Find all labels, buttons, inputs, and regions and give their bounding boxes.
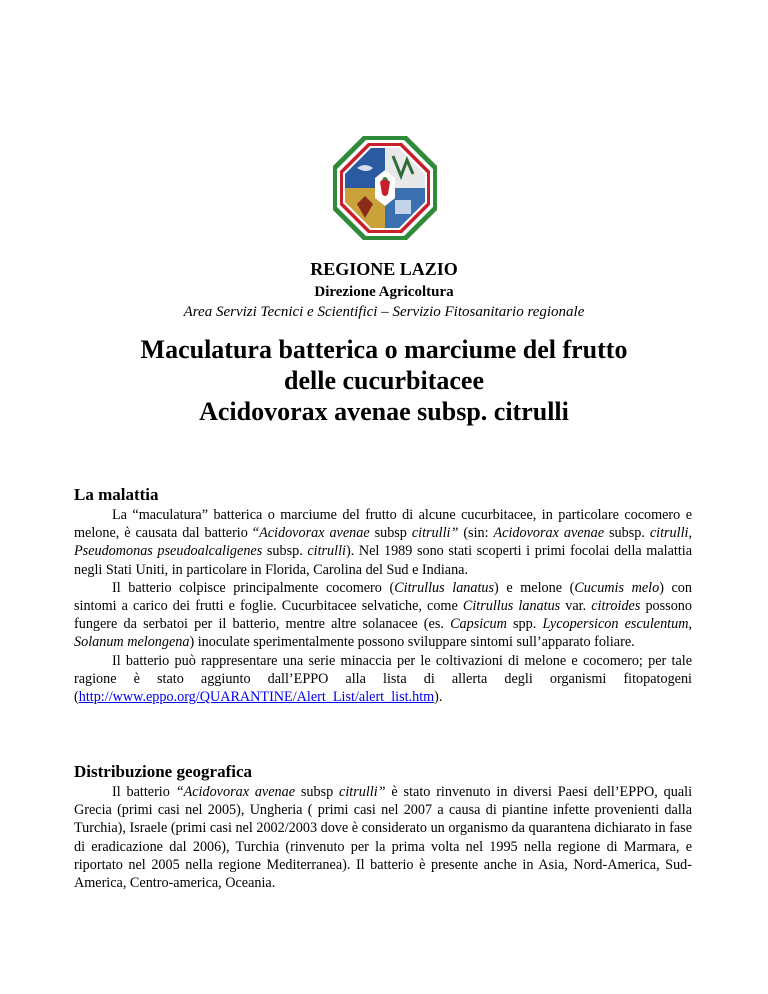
- species-name: Acidovorax avenae: [259, 525, 370, 542]
- section-heading-distribuzione: Distribuzione geografica: [74, 762, 252, 781]
- text-span: possono fungere da serbatoi per il batterio, mentre altre solanacee (es.: [74, 598, 692, 633]
- text-span: Il batterio può rappresentare una serie minaccia per le coltivazioni di melone e cocomero; per tale ragione è stato aggiunto dall’EPPO alla lista di allerta degli organismi fitopatogeni (: [74, 652, 692, 706]
- text-span: ). Nel 1989 sono stati scoperti i primi focolai della malattia negli Stati Uniti, in particolare in Florida, Carolina del Sud e Indiana.: [74, 543, 692, 578]
- paragraph: [74, 506, 692, 579]
- title-line-3: Acidovorax avenae subsp. citrulli: [199, 397, 569, 426]
- species-name: Citrullus lanatus: [462, 598, 561, 615]
- title-line-1: Maculatura batterica o marciume del frutto: [140, 335, 628, 364]
- species-name: Cucumis melo: [574, 579, 660, 596]
- text-span: subsp: [369, 525, 412, 542]
- species-name: Pseudomonas pseudoalcaligenes: [74, 543, 263, 560]
- species-name: citrulli: [649, 525, 689, 542]
- section-body-distribuzione: [74, 783, 692, 892]
- section-heading-malattia: La malattia: [74, 485, 159, 504]
- species-name: citrulli”: [411, 525, 459, 542]
- title-line-2: delle cucurbitacee: [284, 366, 484, 395]
- species-name: citrulli: [307, 543, 346, 560]
- paragraph: [74, 652, 692, 707]
- header: [0, 252, 768, 322]
- species-name: citroides: [591, 598, 641, 615]
- species-name: Citrullus lanatus: [394, 579, 495, 596]
- text-span: subsp.: [262, 543, 308, 560]
- text-span: var.: [560, 598, 592, 615]
- text-span: (sin:: [458, 525, 494, 542]
- text-span: spp.: [506, 616, 543, 633]
- text-span: ,: [688, 525, 692, 542]
- text-span: ,: [688, 616, 692, 633]
- text-span: Il batterio: [112, 784, 176, 800]
- text-span: subsp.: [604, 525, 650, 542]
- region-name: REGIONE LAZIO: [310, 259, 458, 279]
- text-span: subsp: [295, 784, 340, 800]
- area-name: Area Servizi Tecnici e Scientifici – Servizio Fitosanitario regionale: [183, 304, 585, 320]
- species-name: Acidovorax avenae: [493, 525, 605, 542]
- text-span: Il batterio colpisce principalmente cocomero (: [112, 579, 395, 596]
- eppo-alert-list-link[interactable]: http://www.eppo.org/QUARANTINE/Alert_List/alert_list.htm: [78, 689, 435, 706]
- text-span: ) inoculate sperimentalmente possono sviluppare sintomi sull’apparato foliare.: [189, 634, 635, 651]
- text-span: è stato rinvenuto in diversi Paesi dell’EPPO, quali Grecia (primi casi nel 2005), Ungheria ( primi casi nel 2007 a causa di piantine infette provenienti dalla Turchia), Israele (primi casi nel 2002/2003 dove è considerato un organismo da quarantena dichiarato in fase di eradicazione dal 2006), Turchia (rinvenuto per la prima volta nel 1995 nella regione di Marmara, e riportato nel 2005 nella regione Mediterranea). Il batterio è presente anche in Asia, Nord-America, Sud-America, Centro-america, Oceania.: [74, 784, 693, 892]
- species-name: Capsicum: [450, 616, 507, 633]
- species-name: Solanum melongena: [74, 634, 190, 651]
- species-name: “Acidovorax avenae: [175, 784, 296, 800]
- species-name: Lycopersicon esculentum: [542, 616, 689, 633]
- paragraph: [74, 783, 692, 892]
- text-span: ) e melone (: [494, 579, 575, 596]
- species-name: citrulli”: [339, 784, 386, 800]
- document-title: [0, 334, 768, 427]
- text-span: La “maculatura” batterica o marciume del frutto di alcune cucurbitacee, in particolare cocomero e melone, è causata dal batterio “: [74, 507, 692, 542]
- department-name: Direzione Agricoltura: [314, 284, 454, 300]
- regione-lazio-logo: [327, 130, 443, 246]
- text-span: ) con sintomi a carico dei frutti e foglie. Cucurbitacee selvatiche, come: [74, 579, 692, 615]
- text-span: ).: [434, 689, 443, 706]
- paragraph: [74, 579, 692, 652]
- section-body-malattia: [74, 506, 692, 706]
